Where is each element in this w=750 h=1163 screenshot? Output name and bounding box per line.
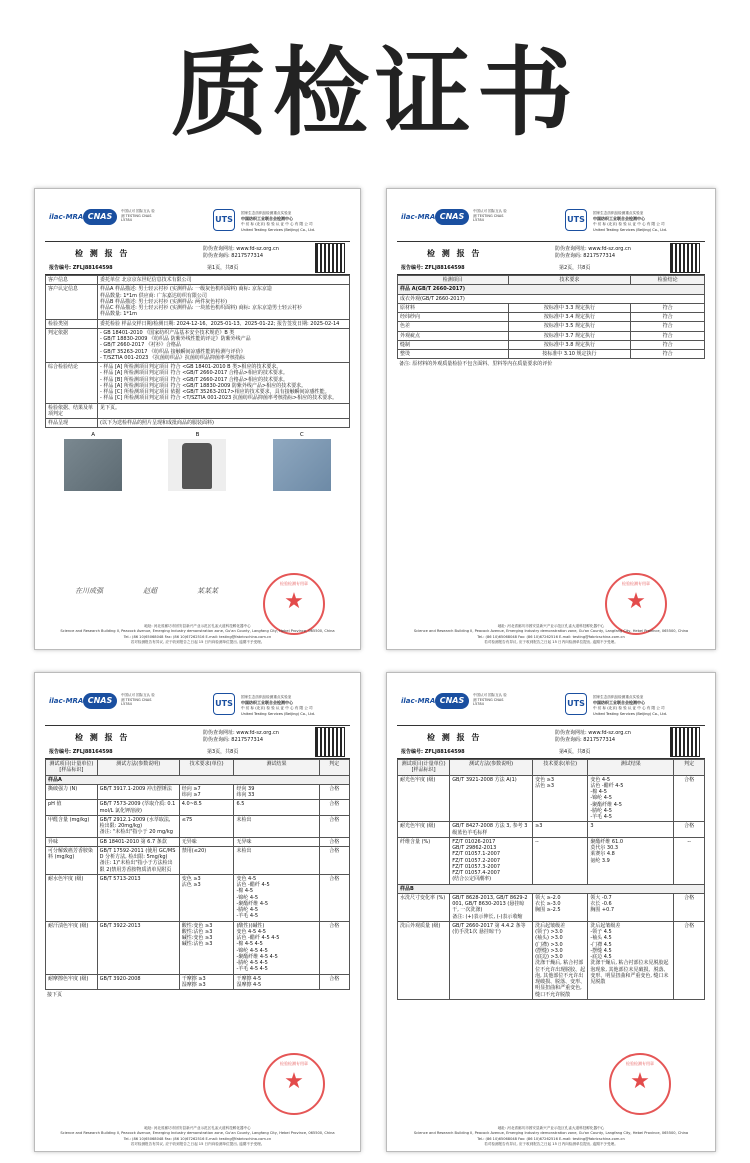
table-cell: 符合 (631, 340, 705, 349)
table-cell: 符合 (631, 303, 705, 312)
section-row: 样品A (46, 775, 350, 784)
table-cell: 经向 ≥7 纬向 ≥7 (179, 784, 234, 800)
table-cell: 经纬纱向 (398, 313, 509, 322)
report-title: 检 测 报 告 (427, 249, 482, 258)
org-info: 国家生态纺织品检测重点实验室 中国纺织工业联合会检测中心 中 纺 标 (北京) 检 验 认 证 中 心 有 限 公 司 United Testing Services (Beijing) Co., Ltd. (593, 695, 668, 716)
report-page-4 (386, 672, 716, 1152)
table-cell: 变色 4-5 沾色 -醋纤 4-5 -棉 4-5 -锦纶 4-5 -聚酯纤维 4-5 -腈纶 4-5 -羊毛 4-5 (234, 874, 319, 921)
table-cell: 耐汗渍色牢度 (级) (46, 921, 98, 974)
anti-fake-query: 防伪查询网址: www.fd-sz.org.cn 防伪查询码: 8217577314 (203, 246, 279, 259)
table-cell: GB/T 17592-2011 (使用 GC/MSD 分析方法, 检出限: 5mg/kg) 备注: 1)"未检出"指小于方法检出限 2)禁用芳香胺物质清单见附页 (97, 846, 179, 874)
page-number: 第1页，共8页 (207, 265, 239, 271)
ilac-logo: ilac-MRA (401, 697, 436, 705)
cnas-text: 中国认可 国际互认 检测 TESTING CNAS L5784 (473, 693, 507, 707)
signatures: 在川成强 赵超 某某某 (75, 587, 218, 595)
table-row (46, 800, 350, 816)
table-row (398, 775, 705, 822)
table-cell: 样品呈现 (46, 419, 98, 428)
ilac-logo: ilac-MRA (49, 697, 84, 705)
table-cell: GB/T 8427-2008 方法 3, 参考 3 级蓝色羊毛标样 (450, 822, 533, 838)
table-row (46, 419, 350, 428)
table-cell: 禁用(≤20) (179, 846, 234, 874)
cnas-text: 中国认可 国际互认 检测 TESTING CNAS L5784 (473, 209, 507, 223)
ilac-logo: ilac-MRA (49, 213, 84, 221)
table-row (46, 363, 350, 404)
table-cell: 按标准中 3.4 规定执行 (508, 313, 631, 322)
table-cell: ≥3 (533, 822, 588, 838)
table-row (398, 350, 705, 359)
table-cell: 变色 ≥3 沾色 ≥3 (533, 775, 588, 822)
table-cell: 3 (588, 822, 674, 838)
page-number: 第2页，共8页 (559, 265, 591, 271)
cnas-logo: CNAS (83, 693, 117, 709)
table-cell: 干摩擦 ≥3 湿摩擦 ≥3 (179, 974, 234, 990)
table-cell: 耐摩擦色牢度 (级) (46, 974, 98, 990)
table-cell: 合格 (319, 846, 349, 874)
red-stamp: 检验检测专用章 ★ (263, 1053, 325, 1115)
table-row (398, 893, 705, 921)
table-cell: 洗后起皱级差 (领子) >3.0 (袖头) >3.0 (门襟) >3.0 (摆缝) >3.0 (底边) >3.0 洗涤干燥后, 粘合衬部位不允许出现脱胶、起泡, 其他部位不允许出现破损、脱落、变形、明显扭曲和严重变色, 缝口不允许脱散 (533, 921, 588, 999)
table-cell: GB/T 5713-2013 (97, 874, 179, 921)
table-row (46, 921, 350, 974)
red-stamp: 检验检测专用章 ★ (609, 1053, 671, 1115)
table-cell: 委托单位 北京京东世纪信息技术有限公司 (98, 276, 350, 285)
table-cell: 合格 (674, 921, 705, 999)
qr-code (671, 244, 699, 272)
report-title: 检 测 报 告 (427, 733, 482, 742)
table-cell: 客户信息 (46, 276, 98, 285)
table-cell: 综合检验结论 (46, 363, 98, 404)
org-info: 国家生态纺织品检测重点实验室 中国纺织工业联合会检测中心 中 纺 标 (北京) 检 验 认 证 中 心 有 限 公 司 United Testing Services (Beijing) Co., Ltd. (241, 211, 316, 232)
table-row (398, 340, 705, 349)
table-cell: 洗后起皱级差 -领子 4.5 -袖头 4.5 -门襟 4.5 -摆缝 4.5 -底边 4.5 洗涤干燥后, 粘合衬部位未见脱胶起泡现象, 其他部位未见破损、脱落、变形、明显扭曲和严重变色, 缝口未见脱散 (588, 921, 674, 999)
report-header (387, 189, 715, 241)
table-cell: GB/T 3922-2013 (97, 921, 179, 974)
table-row (398, 837, 705, 884)
red-stamp: 检验检测专用章 ★ (263, 573, 325, 635)
qr-code (671, 728, 699, 756)
cnas-logo: CNAS (435, 209, 469, 225)
test-results-table: 测试项目(计量单位)[样品标识] 测试方法(参数说明) 技术要求(单位) 测试结果 判定 样品A 撕破强力 (N) GB/T 3917.1-2009 冲击摆锤法 经向 ≥7 纬向 ≥7 经向 39 纬向 33 合格 pH 值 GB/T 7573-2009 (萃取介质: 0.1mol/L 氯化钾溶液) 4.0~8.5 6.5 合格 甲醛含量 (mg/kg) GB/T 2912.1-2009 (水萃取法, 检出限: 20mg/kg) 备注: "未检出"指小于 20 mg/kg ≤75 未检出 合格 异味 GB 18401-2010 第 6.7 条款 无异味 无异味 合格 可分解致癌芳香胺染料 (mg/kg) GB/T 17592-2011 (使用 GC/MSD 分析方法, 检出限: 5mg/kg) 备注: 1)"未检出"指小于方法检出限 2)禁用芳香胺物质清单见附页 禁用(≤20) 未检出 合格 耐水色牢度 (级) GB/T 5713-2013 变色 ≥3 沾色 ≥3 变色 4-5 沾色 -醋纤 4-5 -棉 4-5 -锦纶 4-5 -聚酯纤维 4-5 -腈纶 4-5 -羊毛 4-5 合格 耐汗渍色牢度 (级) GB/T 3922-2013 酸性:变色 ≥3 酸性:沾色 ≥3 碱性:变色 ≥3 碱性:沾色 ≥3 (酸性)(碱性) 变色 4-5 4-5 沾色 -醋纤 4-5 4-5 -棉 4-5 4-5 -锦纶 4-5 4-5 -聚酯纤维 4-5 4-5 -腈纶 4-5 4-5 -羊毛 4-5 4-5 合格 耐摩擦色牢度 (级) GB/T 3920-2008 干摩擦 ≥3 湿摩擦 ≥3 干摩擦 4-5 湿摩擦 4-5 合格 (45, 759, 350, 990)
table-cell: GB/T 3921-2008 方法 A(1) (450, 775, 533, 822)
table-row (46, 874, 350, 921)
table-cell: 合格 (319, 974, 349, 990)
table-cell: 委托检验 样品交样日期/检测日期: 2024-12-16、2025-01-13、2025-01-22; 报告签发日期: 2025-02-14 (98, 319, 350, 328)
uts-logo: UTS (565, 693, 587, 715)
table-cell: 符合 (631, 331, 705, 340)
table-cell: 色差 (398, 322, 509, 331)
table-cell: 耐光色牢度 (级) (398, 775, 450, 822)
table-cell: GB/T 8628-2013, GB/T 8629-2001, GB/T 8630-2013 (悬挂晾干, 一次洗涤) 备注: (+)表示伸长, (-)表示收缩 (450, 893, 533, 921)
table-cell: 合格 (319, 784, 349, 800)
table-cell: 经向 39 纬向 33 (234, 784, 319, 800)
report-number: 报告编号: ZFLJ88164598 (49, 749, 113, 755)
info-table (45, 275, 350, 428)
report-title-bar (397, 725, 705, 759)
table-cell: 样品B (398, 884, 705, 893)
table-row (398, 331, 705, 340)
table-cell: 符合 (631, 313, 705, 322)
table-cell: 按标准中 3.5 规定执行 (508, 322, 631, 331)
table-cell: 聚酯纤维 61.0 莫代尔 30.3 莱赛尔 4.8 氨纶 3.9 (588, 837, 674, 884)
table-cell: 甲醛含量 (mg/kg) (46, 815, 98, 837)
table-cell: 按标准中 3.10 规定执行 (508, 350, 631, 359)
table-cell: 客户认定信息 (46, 285, 98, 319)
table-cell: 合格 (319, 815, 349, 837)
table-cell: 检验依据、结果及单项判定 (46, 403, 98, 419)
anti-fake-query: 防伪查询网址: www.fd-sz.org.cn 防伪查询码: 8217577314 (555, 246, 631, 259)
table-cell: - 样品 [A] 所检测项目判定项目 符合 <GB 18401-2010 B 类>相应的技术要求。 - 样品 [A] 所检测项目判定项目 符合 <GB/T 2660-2017 合格品>相应的技术要求。 - 样品 [B] 所检测项目判定项目 符合 <GB/T 2660-2017 合格品>相应的技术要求。 - 样品 [A] 所检测项目判定项目 符合 <GB/T 18830-2009 防紫外线产品>相应的技术要求。 - 样品 [C] 所检测项目判定项目 依据 <GB/T 35263-2017>相应的技术要求，具有接触瞬间凉感性能。 - 样品 [C] 所检测项目判定项目 符合 <T/SZTIA 001-2023 抗菌纺织品抑菌率考核指标>相应的技术要求。 (98, 363, 350, 404)
table-cell: 合格 (319, 837, 349, 846)
cnas-text: 中国认可 国际互认 检测 TESTING CNAS L5784 (121, 209, 155, 223)
table-cell: 合格 (674, 822, 705, 838)
table-row (398, 313, 705, 322)
report-title-bar (397, 241, 705, 275)
table-cell: 合格 (319, 800, 349, 816)
continued-note: 接下页 (47, 992, 63, 998)
table-cell: 4.0~8.5 (179, 800, 234, 816)
table-row (46, 285, 350, 319)
red-stamp: 检验检测专用章 ★ (605, 573, 667, 635)
table-cell: 纤维含量 (%) (398, 837, 450, 884)
page-number: 第3页，共8页 (207, 749, 239, 755)
report-title-bar (45, 725, 350, 759)
table-cell: -- (674, 837, 705, 884)
table-cell: 领大 -0.7 衣长 -0.6 胸围 +0.7 (588, 893, 674, 921)
table-row (398, 822, 705, 838)
report-page-2 (386, 188, 716, 650)
report-footer: 地址: 河北省廊坊市固安县新兴产业示范区孔雀大道科技孵化器中心 Science and Research Building II, Peacock Avenue, Emerging Industry demonstration zone, Gu'an County, Langfang City, Hebei Province, 065500, China Tel.: (86 10)65068048 Fax: (86 10)67262516 E-mail: testing@fabricschina.com.cn 若对检测报告有异议, 应于收到报告之日起 15 日内向检测单位提出, 逾期不予受理。 (413, 1126, 689, 1146)
report-title: 检 测 报 告 (75, 733, 130, 742)
table-cell: 水洗尺寸变化率 (%) (398, 893, 450, 921)
table-cell: 合格 (319, 874, 349, 921)
org-info: 国家生态纺织品检测重点实验室 中国纺织工业联合会检测中心 中 纺 标 (北京) 检 验 认 证 中 心 有 限 公 司 United Testing Services (Beijing) Co., Ltd. (241, 695, 316, 716)
table-cell: 整烫 (398, 350, 509, 359)
table-cell: 符合 (631, 322, 705, 331)
table-row (46, 276, 350, 285)
table-cell: 无异味 (234, 837, 319, 846)
table-cell: 按标准中 3.8 规定执行 (508, 340, 631, 349)
sample-label: A (91, 432, 96, 439)
report-header (35, 673, 360, 725)
report-title: 检 测 报 告 (75, 249, 130, 258)
table-cell: - GB 18401-2010 《国家纺织产品基本安全技术规范》B 类 - GB/T 18830-2009 《纺织品 防紫外线性能的评定》防紫外线产品 - GB/T 2660-2017 《衬衫》合格品 - GB/T 35263-2017 《纺织品 接触瞬间凉感性能的检测与评价》 - T/SZTIA 001-2023 《抗菌纺织品》抗菌纺织品抑菌率考核指标 (98, 328, 350, 362)
table-cell: 原材料 (398, 303, 509, 312)
table-cell: 异味 (46, 837, 98, 846)
table-cell: pH 值 (46, 800, 98, 816)
table-cell: 判定依据 (46, 328, 98, 362)
uts-logo: UTS (213, 209, 235, 231)
uts-logo: UTS (213, 693, 235, 715)
table-cell: GB/T 3917.1-2009 冲击摆锤法 (97, 784, 179, 800)
table-cell: 合格 (674, 775, 705, 822)
table-cell: 变色 4-5 沾色 -醋纤 4-5 -棉 4-5 -锦纶 4-5 -聚酯纤维 4-5 -腈纶 4-5 -羊毛 4-5 (588, 775, 674, 822)
table-row (398, 322, 705, 331)
table-row (46, 815, 350, 837)
table-cell: GB/T 3920-2008 (97, 974, 179, 990)
table-cell: 领大 ≥-2.0 衣长 ≥-3.0 胸围 ≥-2.5 (533, 893, 588, 921)
report-header (387, 673, 715, 725)
table-cell: 按标准中 3.3 规定执行 (508, 303, 631, 312)
section-row: 样品 A(GB/T 2660-2017) (398, 285, 705, 294)
report-page-3 (34, 672, 361, 1152)
table-cell: 样品A 样品描述: 男士轻云衬衫 (实测样品: 一级灰色机织面料) 商标: 京东京造 样品数量: 1*1m 供应商: 广东嘉达纺织有限公司 样品B 样品描述: 男士轻云衬衫 (实测样品: 两件灰色衬衫) 样品C 样品描述: 男士轻云衬衫 (实测样品: 一块蓝色机织面料) 商标: 京东京造男士轻云衬衫 样品数量: 1*1m (98, 285, 350, 319)
sample-a-fabric (64, 439, 122, 491)
report-footer: 地址: 河北省廊坊市固安县新兴产业示范区孔雀大道科技孵化器中心 Science and Research Building II, Peacock Avenue, Emerging Industry demonstration zone, Gu'an County, Langfang City, Hebei Province, 065500, China Tel.: (86 10)65068048 Fax: (86 10)67262516 E-mail: testing@fabricschina.com.cn 若对检测报告有异议, 应于收到报告之日起 15 日内向检测单位提出, 逾期不予受理。 (60, 1126, 335, 1146)
table-cell: 未检出 (234, 846, 319, 874)
table-cell: 可分解致癌芳香胺染料 (mg/kg) (46, 846, 98, 874)
table-cell: 干摩擦 4-5 湿摩擦 4-5 (234, 974, 319, 990)
table-row (398, 921, 705, 999)
report-footer: 地址: 河北省廊坊市固安县新兴产业示范区孔雀大道科技孵化器中心 Science and Research Building II, Peacock Avenue, Emerging Industry demonstration zone, Gu'an County, Langfang City, Hebei Province, 065500, China Tel.: (86 10)65068048 Fax: (86 10)67262516 E-mail: testing@fabricschina.com.cn 若对检测报告有异议, 应于收到报告之日起 15 日内向检测单位提出, 逾期不予受理。 (413, 624, 689, 644)
table-cell: 撕破强力 (N) (46, 784, 98, 800)
table-cell: 合格 (319, 921, 349, 974)
report-number: 报告编号: ZFLJ88164598 (401, 265, 465, 271)
sample-c-fabric (273, 439, 331, 491)
uts-logo: UTS (565, 209, 587, 231)
table-cell: (以下为送检样品的照片呈现和成批商品的服装面料) (98, 419, 350, 428)
sample-label: B (195, 432, 200, 439)
table-row (46, 319, 350, 328)
test-results-table: 测试项目(计量单位)[样品标识] 测试方法(参数说明) 技术要求(单位) 测试结果 判定 耐光色牢度 (级) GB/T 3921-2008 方法 A(1) 变色 ≥3 沾色 ≥3 变色 4-5 沾色 -醋纤 4-5 -棉 4-5 -锦纶 4-5 -聚酯纤维 4-5 -腈纶 4-5 -羊毛 4-5 合格 耐光色牢度 (级) GB/T 8427-2008 方法 3, 参考 3 级蓝色羊毛标样 ≥3 3 合格 纤维含量 (%) FZ/T 01026-2017 GB/T 29862-2013 FZ/T 01057.1-2007 FZ/T 01057.2-2007 FZ/T 01057.3-2007 FZ/T 01057.4-2007 (结合公定回潮率) -- 聚酯纤维 61.0 莫代尔 30.3 莱赛尔 4.8 氨纶 3.9 -- 样品B 水洗尺寸变化率 (%) GB/T 8628-2013, GB/T 8629-2001, GB/T 8630-2013 (悬挂晾干, 一次洗涤) 备注: (+)表示伸长, (-)表示收缩 领大 ≥-2.0 衣长 ≥-3.0 胸围 ≥-2.5 领大 -0.7 衣长 -0.6 胸围 +0.7 合格 洗后外观质量 (级) GB/T 2660-2017 第 4.4.2 条等 (仿手洗1次 悬挂晾干) 洗后起皱级差 (领子) >3.0 (袖头) >3.0 (门襟) >3.0 (摆缝) >3.0 (底边) >3.0 洗涤干燥后, 粘合衬部位不允许出现脱胶、起泡, 其他部位不允许出现破损、脱落、变形、明显扭曲和严重变色, 缝口不允许脱散 洗后起皱级差 -领子 4.5 -袖头 4.5 -门襟 4.5 -摆缝 4.5 -底边 4.5 洗涤干燥后, 粘合衬部位未见脱胶起泡现象, 其他部位未见破损、脱落、变形、明显扭曲和严重变色, 缝口未见脱散 合格 (397, 759, 705, 1000)
table-cell: 6.5 (234, 800, 319, 816)
page-title: 质检证书 (171, 37, 579, 149)
page-number: 第4页，共8页 (559, 749, 591, 755)
table-cell: 洗后外观质量 (级) (398, 921, 450, 999)
table-cell: FZ/T 01026-2017 GB/T 29862-2013 FZ/T 01057.1-2007 FZ/T 01057.2-2007 FZ/T 01057.3-2007 FZ/T 01057.4-2007 (结合公定回潮率) (450, 837, 533, 884)
table-cell: 酸性:变色 ≥3 酸性:沾色 ≥3 碱性:变色 ≥3 碱性:沾色 ≥3 (179, 921, 234, 974)
table-row (46, 328, 350, 362)
table-cell: 符合 (631, 350, 705, 359)
sample-b-shirt (168, 439, 226, 491)
report-header (35, 189, 360, 241)
table-cell: -- (533, 837, 588, 884)
cnas-text: 中国认可 国际互认 检测 TESTING CNAS L5784 (121, 693, 155, 707)
table-cell: 耐光色牢度 (级) (398, 822, 450, 838)
table-cell: 未检出 (234, 815, 319, 837)
appearance-table: 检测项目 技术要求 检验结论 样品 A(GB/T 2660-2017) 成衣外观(GB/T 2660-2017) 原材料 按标准中 3.3 规定执行 符合 经纬纱向 按标准中 3.4 规定执行 符合 色差 按标准中 3.5 规定执行 符合 外观疵点 按标准中 3.7 规定执行 符合 缝制 按标准中 3.8 规定执行 符合 整烫 按标准中 3.10 规定执行 符合 (397, 275, 705, 359)
table-cell: (酸性)(碱性) 变色 4-5 4-5 沾色 -醋纤 4-5 4-5 -棉 4-5 4-5 -锦纶 4-5 4-5 -聚酯纤维 4-5 4-5 -腈纶 4-5 4-5 -羊毛 4-5 4-5 (234, 921, 319, 974)
anti-fake-query: 防伪查询网址: www.fd-sz.org.cn 防伪查询码: 8217577314 (203, 730, 279, 743)
table-row (398, 884, 705, 893)
report-title-bar (45, 241, 350, 275)
org-info: 国家生态纺织品检测重点实验室 中国纺织工业联合会检测中心 中 纺 标 (北京) 检 验 认 证 中 心 有 限 公 司 United Testing Services (Beijing) Co., Ltd. (593, 211, 668, 232)
table-cell: 缝制 (398, 340, 509, 349)
table-cell: GB/T 7573-2009 (萃取介质: 0.1mol/L 氯化钾溶液) (97, 800, 179, 816)
table-row (46, 837, 350, 846)
table-cell: 变色 ≥3 沾色 ≥3 (179, 874, 234, 921)
table-cell: 耐水色牢度 (级) (46, 874, 98, 921)
anti-fake-query: 防伪查询网址: www.fd-sz.org.cn 防伪查询码: 8217577314 (555, 730, 631, 743)
table-cell: GB 18401-2010 第 6.7 条款 (97, 837, 179, 846)
cnas-logo: CNAS (83, 209, 117, 225)
table-row (46, 974, 350, 990)
sub-section-row: 成衣外观(GB/T 2660-2017) (398, 294, 705, 303)
ilac-logo: ilac-MRA (401, 213, 436, 221)
table-row (46, 403, 350, 419)
table-row (46, 846, 350, 874)
table-cell: ≤75 (179, 815, 234, 837)
table-row (398, 303, 705, 312)
table-row (46, 784, 350, 800)
qr-code (316, 728, 344, 756)
table-cell: GB/T 2660-2017 第 4.4.2 条等 (仿手洗1次 悬挂晾干) (450, 921, 533, 999)
table-cell: 无异味 (179, 837, 234, 846)
sample-photos (35, 428, 360, 493)
sample-label: C (299, 432, 304, 439)
report-footer: 地址: 河北省廊坊市固安县新兴产业示范区孔雀大道科技孵化器中心 Science and Research Building II, Peacock Avenue, Emerging Industry demonstration zone, Gu'an County, Langfang City, Hebei Province, 065500, China Tel.: (86 10)65068048 Fax: (86 10)67262516 E-mail: testing@fabricschina.com.cn 若对检测报告有异议, 应于收到报告之日起 15 日内向检测单位提出, 逾期不予受理。 (60, 624, 335, 644)
table-cell: 合格 (674, 893, 705, 921)
report-number: 报告编号: ZFLJ88164598 (49, 265, 113, 271)
report-number: 报告编号: ZFLJ88164598 (401, 749, 465, 755)
qr-code (316, 244, 344, 272)
report-page-1 (34, 188, 361, 650)
table-note: 备注: 原材料的外观质量检验不包含面料、里料等内在质量要求的评价 (399, 361, 553, 368)
table-cell: GB/T 2912.1-2009 (水萃取法, 检出限: 20mg/kg) 备注: "未检出"指小于 20 mg/kg (97, 815, 179, 837)
table-cell: 见下页。 (98, 403, 350, 419)
table-cell: 检验类别 (46, 319, 98, 328)
cnas-logo: CNAS (435, 693, 469, 709)
table-cell: 按标准中 3.7 规定执行 (508, 331, 631, 340)
table-cell: 外观疵点 (398, 331, 509, 340)
